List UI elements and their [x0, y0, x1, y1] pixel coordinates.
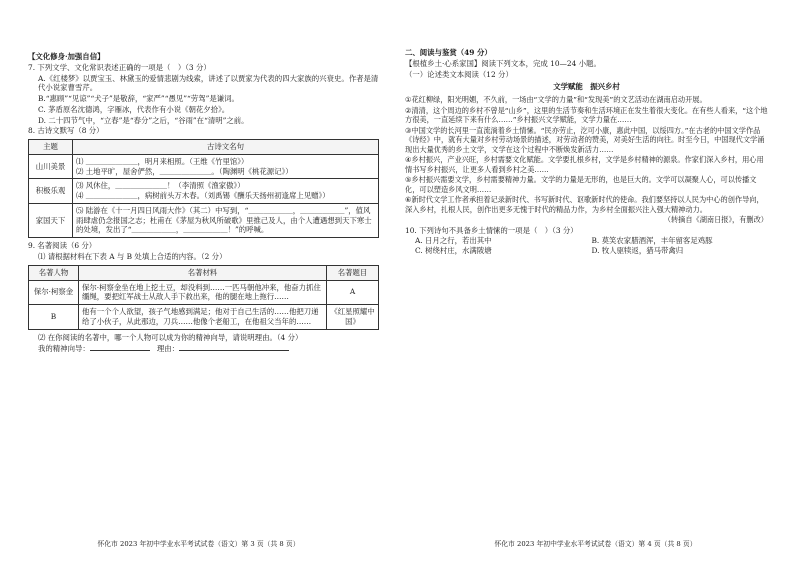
article-source: （转摘自《湖南日报》，有删改） [663, 215, 768, 225]
paragraph: ⑤乡村振兴需要文学，乡村需要精神力量。文学的力量是无形的，也是巨大的。文学可以凝聚人心，可以传播文化，可以塑造乡风文明…… [405, 175, 757, 194]
poetry-cell[interactable] [73, 203, 379, 237]
paragraph: ②清清，这个周边的乡村不曾是“山乡”，这里的生活节奏和生活环境正在发生着很大变化。在有些人看来，“这个地方很美，一直延续下来有什么……”乡村振兴文学赋能，文学力量在…… [405, 105, 768, 125]
q9-answer-line [28, 343, 379, 354]
poetry-line: ⑵ 土地平旷，屋舍俨然，＿＿＿＿＿＿＿。（陶渊明《桃花源记》） [76, 166, 293, 176]
q10-options-row-2 [405, 246, 768, 256]
theme-cell: 家国天下 [29, 203, 73, 237]
poetry-line: ⑶ 风休住，＿＿＿＿＿＿＿！（李清照《渔家傲》） [76, 181, 245, 191]
reason-label: 理由： [156, 344, 179, 354]
part-intro: 【根植乡土·心系家国】阅读下列文本，完成 10—24 小题。 [405, 58, 601, 68]
table-row [29, 280, 379, 305]
q7-option-a: A.《红楼梦》以贾宝玉、林黛玉的爱情悲剧为线索，讲述了以贾家为代表的四大家族的兴衰史。作者是清代小说家曹雪芹。 [38, 73, 379, 93]
q8-stem: 8. 古诗文默写（8 分） [28, 126, 104, 136]
q10-options-row-1 [405, 236, 768, 246]
table-row [29, 179, 379, 204]
left-page-content [28, 52, 379, 355]
q9-sub1: ⑴ 请根据材料在下表 A 与 B 处填上合适的内容。（2 分） [38, 252, 227, 262]
left-footer: 怀化市 2023 年初中学业水平考试试卷（语文）第 3 页（共 8 页） [97, 540, 300, 549]
material-cell: 保尔·柯察金坐在地上挖土豆，却没料到……一匹马朝他冲来，他奋力抓住缰绳，要把红军战士从敌人手下救出来，他的腿在地上拖行…… [79, 280, 327, 305]
question-7 [28, 63, 379, 126]
right-page [397, 0, 794, 561]
article-body [405, 95, 768, 225]
question-8 [28, 126, 379, 238]
q7-option-d: D. 二十四节气中，“立春”是“春分”之后，“谷雨”在“清明”之前。 [38, 115, 249, 125]
q7-option-b: B.“惠顾”“见谅”“犬子”是敬辞，“家严”“愚见”“劳驾”是谦词。 [38, 94, 239, 104]
q10-option-c[interactable]: C. 树绕村庄，水满陂塘 [415, 246, 492, 256]
person-cell: 保尔·柯察金 [29, 280, 79, 305]
question-10 [405, 226, 768, 256]
table-row [29, 305, 379, 330]
poetry-cell[interactable] [73, 154, 379, 179]
section-label: 【文化修身·加强自信】 [28, 52, 105, 61]
poetry-line: ⑸ 陆游在《十一月四日风雨大作》（其二）中写到，“＿＿＿＿＿＿，＿＿＿＿＿＿”，值风雨肆虐仍念报国之志；杜甫在《茅屋为秋风所破歌》里推己及人，由个人遭遇想到天下寒士的处境，发出了“＿＿＿＿＿＿，＿＿＿＿＿＿！”的呼喊。 [76, 205, 372, 235]
guide-blank[interactable] [90, 343, 150, 351]
material-cell: 他有一个个人欲望，孩子气地感到满足；他对于自己生活的……他把刀递给了小伙子，从此那边，刀兵……他像个老船工，在他祖父当年的…… [79, 305, 327, 330]
q7-stem: 7. 下列文学、文化常识表述正确的一项是（ ）（3 分） [28, 62, 211, 72]
right-page-content [405, 48, 768, 256]
q7-option-c: C. 茅盾原名沈德鸿，字雁冰，代表作有小说《朝花夕拾》。 [38, 104, 230, 114]
title-cell: 《红星照耀中国》 [327, 305, 379, 330]
poetry-table [28, 139, 379, 238]
table-header: 名著题目 [327, 265, 379, 280]
paragraph: ③中国文学的长河里一直流淌着乡土情愫。“民亦劳止，汔可小康，惠此中国，以绥四方。”在古老的中国文学作品《诗经》中，就有大量对乡村劳动场景的描述，对劳动者的赞美，对美好生活的向往。时至今日，中国现代文学涌现出大量优秀的乡土文学，文学在这个过程中不断焕发新活力…… [405, 125, 765, 154]
paragraph: ④乡村振兴，产业兴旺，乡村需要文化赋能。文学要扎根乡村，文学是乡村精神的源泉。作家们深入乡村，用心用情书写乡村振兴，让更多人看到乡村之美…… [405, 155, 764, 174]
table-row [29, 203, 379, 237]
poetry-line: ⑷ ＿＿＿＿＿＿＿，病树前头万木春。（刘禹锡《酬乐天扬州初逢席上见赠》） [76, 191, 330, 201]
question-9 [28, 241, 379, 354]
paragraph: ⑥新时代文学工作者承担着记录新时代、书写新时代、讴歌新时代的使命。我们要坚持以人民为中心的创作导向，深入乡村，扎根人民，创作出更多无愧于时代的精品力作，为乡村全面振兴注入强大精神动力。 [405, 195, 764, 214]
sub-title: （一）论述类文本阅读（12 分） [405, 69, 513, 79]
table-row [29, 154, 379, 179]
q10-option-a[interactable]: A. 日月之行，若出其中 [415, 236, 492, 246]
answer-b-cell[interactable]: B [29, 305, 79, 330]
part-title: 二、阅读与鉴赏（49 分） [405, 48, 492, 57]
novel-table [28, 265, 379, 330]
guide-label: 我的精神向导： [38, 344, 90, 354]
poetry-line: ⑴ ＿＿＿＿＿＿＿，明月来相照。（王维《竹里馆》） [76, 156, 249, 166]
theme-cell: 山川美景 [29, 154, 73, 179]
poetry-cell[interactable] [73, 179, 379, 204]
table-header: 主题 [29, 140, 73, 155]
q10-option-d[interactable]: D. 牧人驱犊返，猎马带禽归 [591, 246, 684, 256]
table-header: 名著人物 [29, 265, 79, 280]
table-header: 古诗文名句 [73, 140, 379, 155]
theme-cell: 积极乐观 [29, 179, 73, 204]
paragraph: ①花红柳绿，阳光明媚，不久前，一场由“文学的力量”和“发现美”的文艺活动在湖南启动开展。 [405, 95, 707, 105]
table-header: 名著材料 [79, 265, 327, 280]
q10-stem: 10. 下列诗句不具备乡土情愫的一项是（ ）（3 分） [405, 225, 578, 235]
article-title: 文学赋能 振兴乡村 [553, 82, 620, 92]
reason-blank[interactable] [179, 343, 289, 351]
q9-sub2: ⑵ 在你阅读的名著中，哪一个人物可以成为你的精神向导，请说明理由。（4 分） [38, 332, 303, 342]
answer-a-cell[interactable]: A [327, 280, 379, 305]
q9-stem: 9. 名著阅读（6 分） [28, 241, 97, 251]
q10-option-b[interactable]: B. 莫笑农家腊酒浑，丰年留客足鸡豚 [591, 236, 713, 246]
right-footer: 怀化市 2023 年初中学业水平考试试卷（语文）第 4 页（共 8 页） [494, 540, 697, 549]
